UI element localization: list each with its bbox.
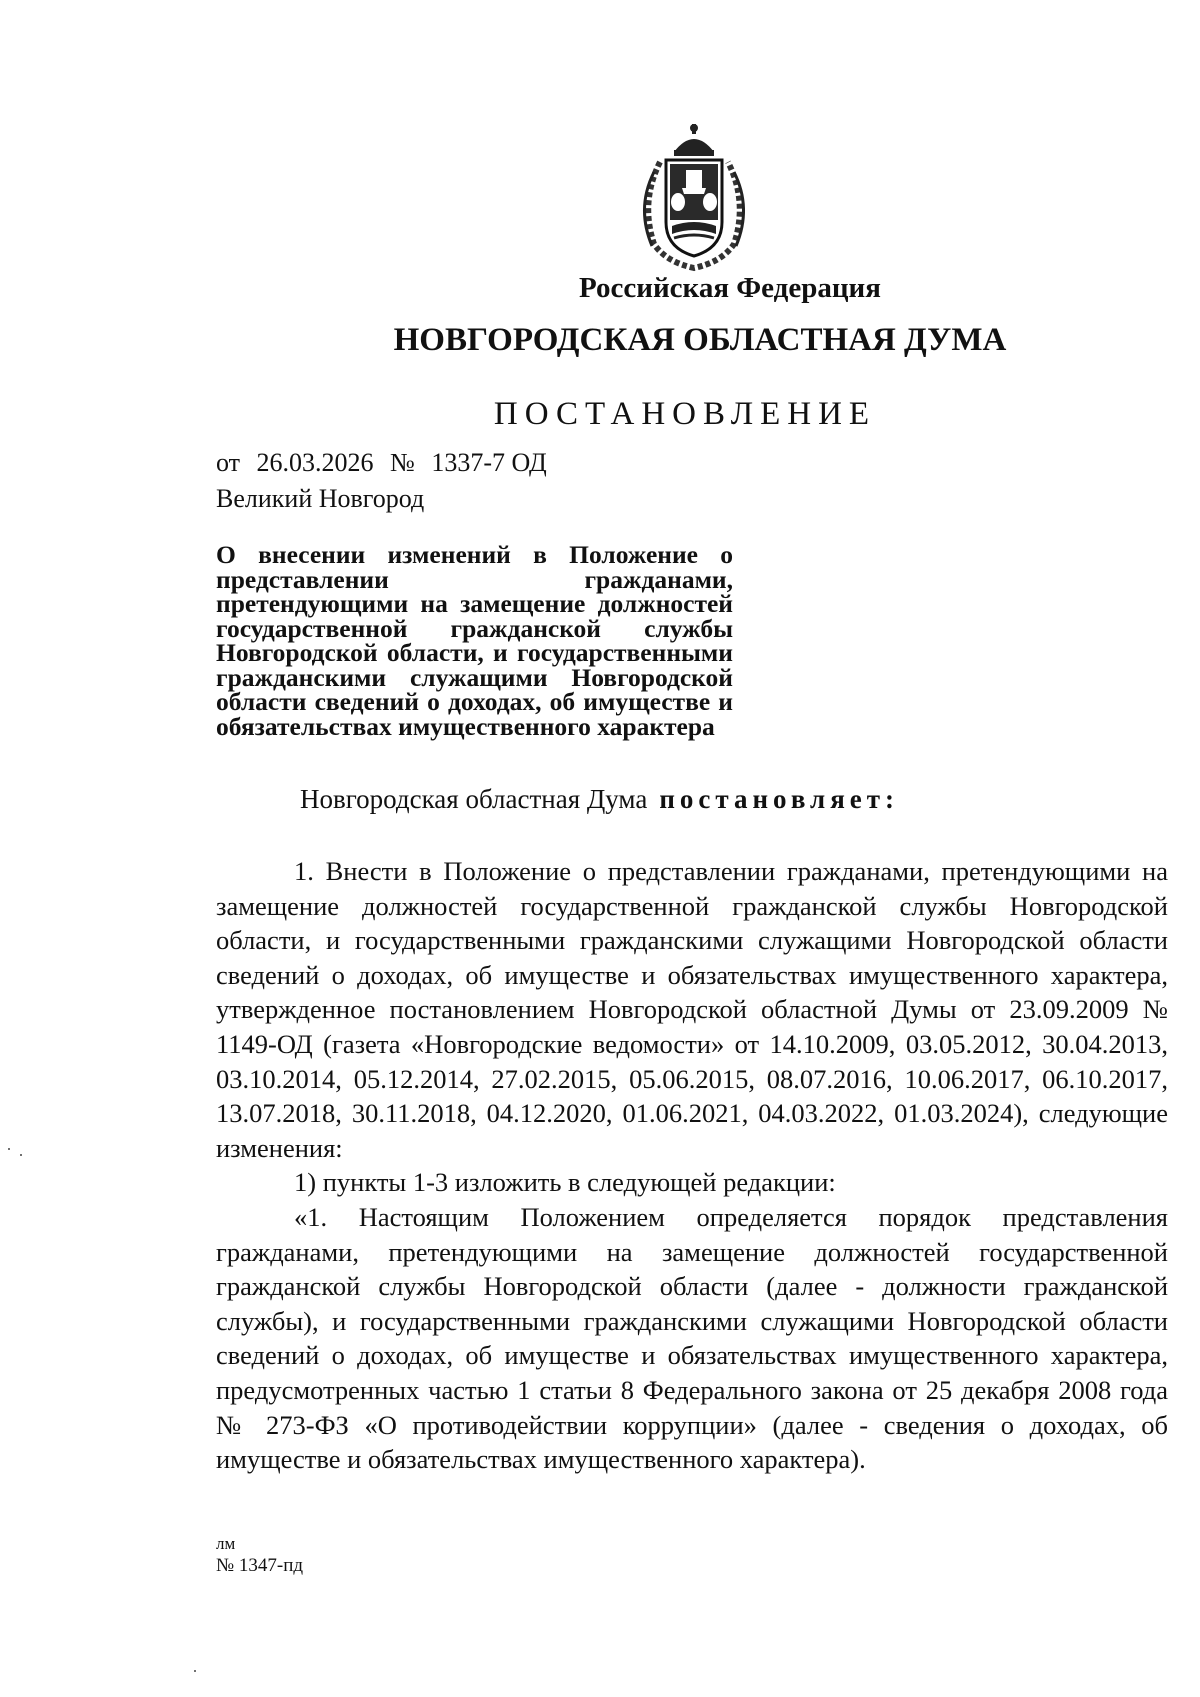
scan-speck [8, 1148, 10, 1150]
document-title: О внесении изменений в Положение о представлении гражданами, претендующими на замещение должностей государственной гражданской службы Новгородской области, и государственными гражданскими служащими Новгородской области сведений о доходах, об имуществе и обязательствах имущественного характера [216, 540, 733, 741]
number-sign: № [390, 448, 415, 477]
resolution-verb: постановляет: [659, 784, 900, 814]
document-body [216, 854, 1168, 1477]
body-paragraph: 1. Внести в Положение о представлении гражданами, претендующими на замещение должностей государственной гражданской службы Новгородской области, и государственными гражданскими служащими Новгородской области сведений о доходах, об имуществе и обязательствах имущественного характера, утвержденное постановлением Новгородской областной Думы от 23.09.2009 № 1149-ОД (газета «Новгородские ведомости» от 14.10.2009, 03.05.2012, 30.04.2013, 03.10.2014, 05.12.2014, 27.02.2015, 05.06.2015, 08.07.2016, 10.06.2017, 06.10.2017, 13.07.2018, 30.11.2018, 04.12.2020, 01.06.2021, 04.03.2022, 01.03.2024), следующие изменения: [216, 856, 1168, 1163]
body-paragraph: «1. Настоящим Положением определяется порядок представления гражданами, претендующими на замещение должностей государственной гражданской службы Новгородской области (далее - должности гражданской службы), и государственными гражданскими служащими Новгородской области сведений о доходах, об имуществе и обязательствах имущественного характера, предусмотренных частью 1 статьи 8 Федерального закона от 25 декабря 2008 года № 273-ФЗ «О противодействии коррупции» (далее - сведения о доходах, об имуществе и обязательствах имущественного характера). [216, 1201, 1168, 1475]
organization-heading: НОВГОРОДСКАЯ ОБЛАСТНАЯ ДУМА [393, 322, 1007, 358]
footer-number: № 1347-пд [216, 1555, 304, 1576]
resolution-subject: Новгородская областная Дума [300, 784, 648, 814]
body-paragraph: 1) пункты 1-3 изложить в следующей редакции: [294, 1167, 836, 1198]
resolution-line [300, 784, 899, 815]
document-city: Великий Новгород [216, 484, 425, 513]
document-type-heading: ПОСТАНОВЛЕНИЕ [493, 396, 877, 432]
document-number: 1337-7 ОД [431, 448, 547, 477]
scan-speck [20, 1154, 22, 1156]
footer-initials: лм [216, 1534, 236, 1553]
coat-of-arms-emblem [632, 122, 756, 272]
document-date-line [216, 448, 557, 478]
document-date: 26.03.2026 [256, 448, 374, 477]
country-heading: Российская Федерация [579, 272, 881, 304]
date-prefix: от [216, 448, 241, 477]
scan-speck [194, 1670, 196, 1672]
